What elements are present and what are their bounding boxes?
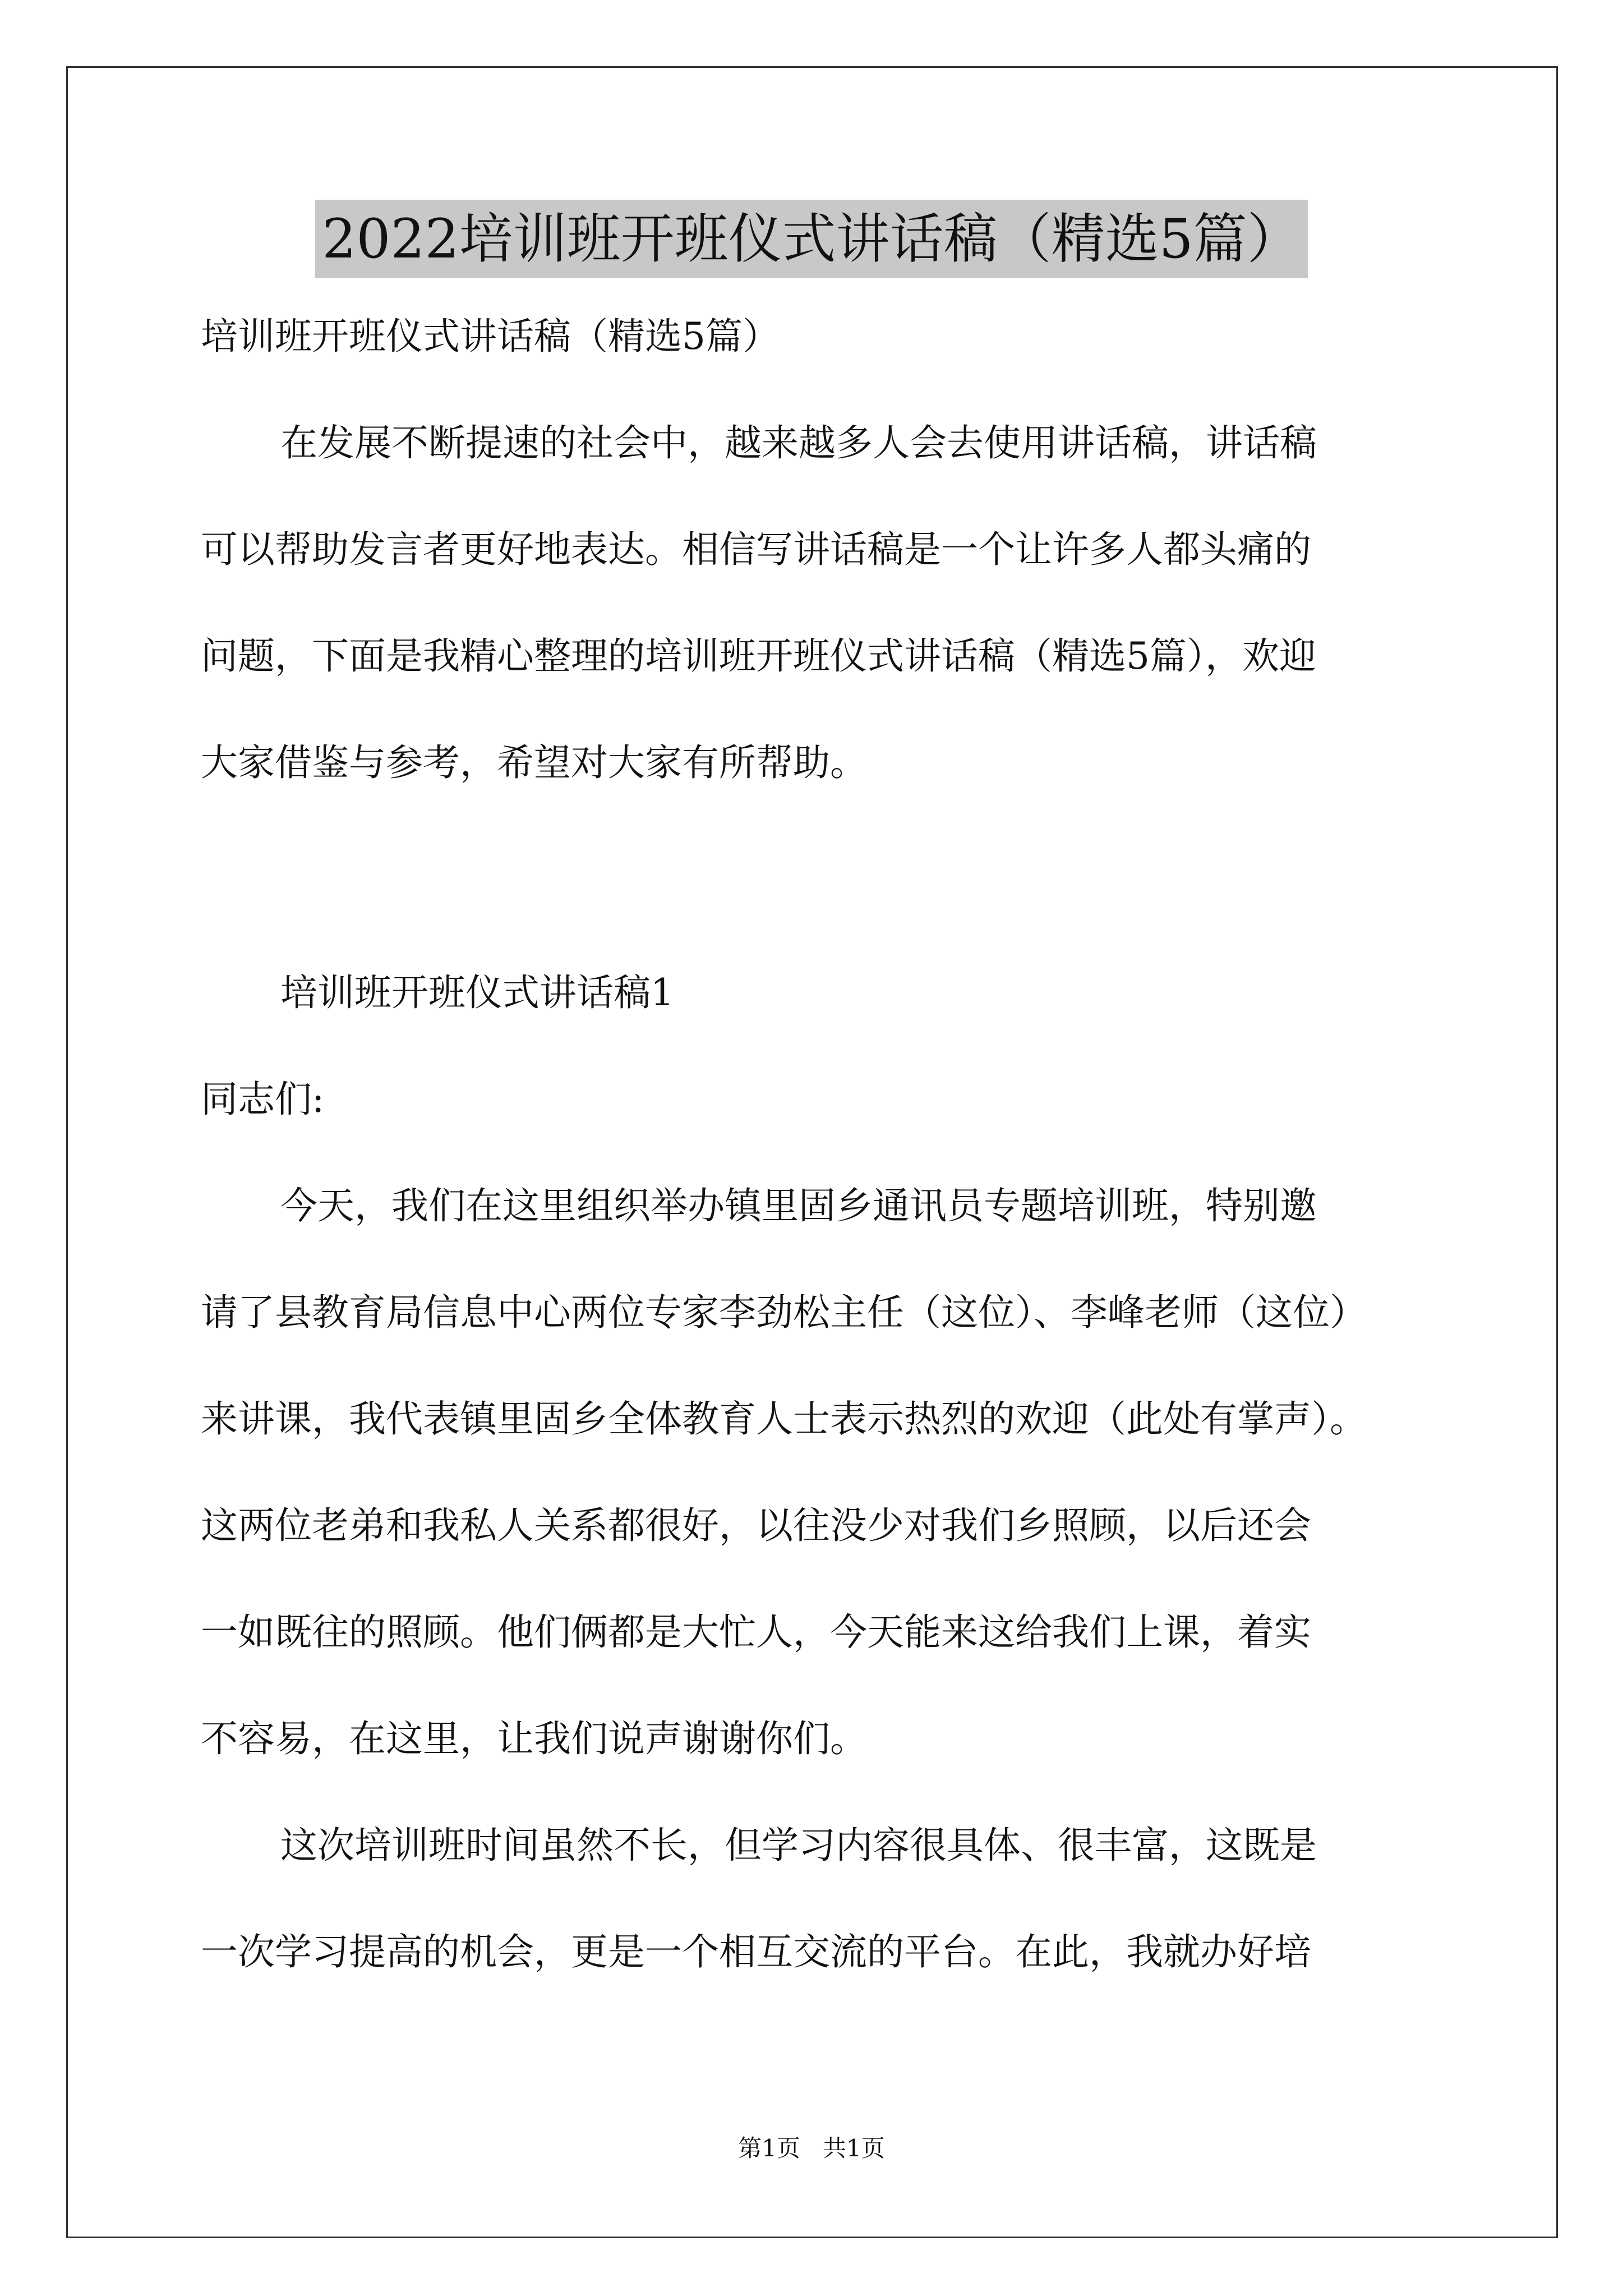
page-footer: 第1页 共1页 [738,2134,885,2162]
intro-line: 大家借鉴与参考，希望对大家有所帮助。 [201,741,867,784]
paragraph-line: 一如既往的照顾。他们俩都是大忙人，今天能来这给我们上课，着实 [201,1611,1311,1654]
intro-line: 问题，下面是我精心整理的培训班开班仪式讲话稿（精选5篇），欢迎 [201,634,1316,678]
paragraph-line: 这次培训班时间虽然不长，但学习内容很具体、很丰富，这既是 [280,1824,1317,1867]
intro-line: 可以帮助发言者更好地表达。相信写讲话稿是一个让许多人都头痛的 [201,528,1311,571]
document-body [201,314,1435,2036]
paragraph-line: 一次学习提高的机会，更是一个相互交流的平台。在此，我就办好培 [201,1930,1311,1973]
title-container [0,200,1623,278]
section-spacer [201,847,1435,970]
document-title: 2022培训班开班仪式讲话稿（精选5篇） [315,200,1307,278]
paragraph-line: 来讲课，我代表镇里固乡全体教育人士表示热烈的欢迎（此处有掌声）。 [201,1397,1367,1441]
paragraph-line: 请了县教育局信息中心两位专家李劲松主任（这位）、李峰老师（这位） [201,1291,1367,1334]
paragraph-line: 这两位老弟和我私人关系都很好，以往没少对我们乡照顾，以后还会 [201,1504,1311,1547]
paragraph-line: 不容易，在这里，让我们说声谢谢你们。 [201,1717,867,1760]
intro-line: 在发展不断提速的社会中，越来越多人会去使用讲话稿，讲话稿 [280,421,1317,464]
salutation: 同志们: [201,1078,325,1121]
document-subtitle: 培训班开班仪式讲话稿（精选5篇） [201,315,780,358]
paragraph-line: 今天，我们在这里组织举办镇里固乡通讯员专题培训班，特别邀 [280,1184,1317,1227]
section-heading: 培训班开班仪式讲话稿1 [280,971,674,1014]
